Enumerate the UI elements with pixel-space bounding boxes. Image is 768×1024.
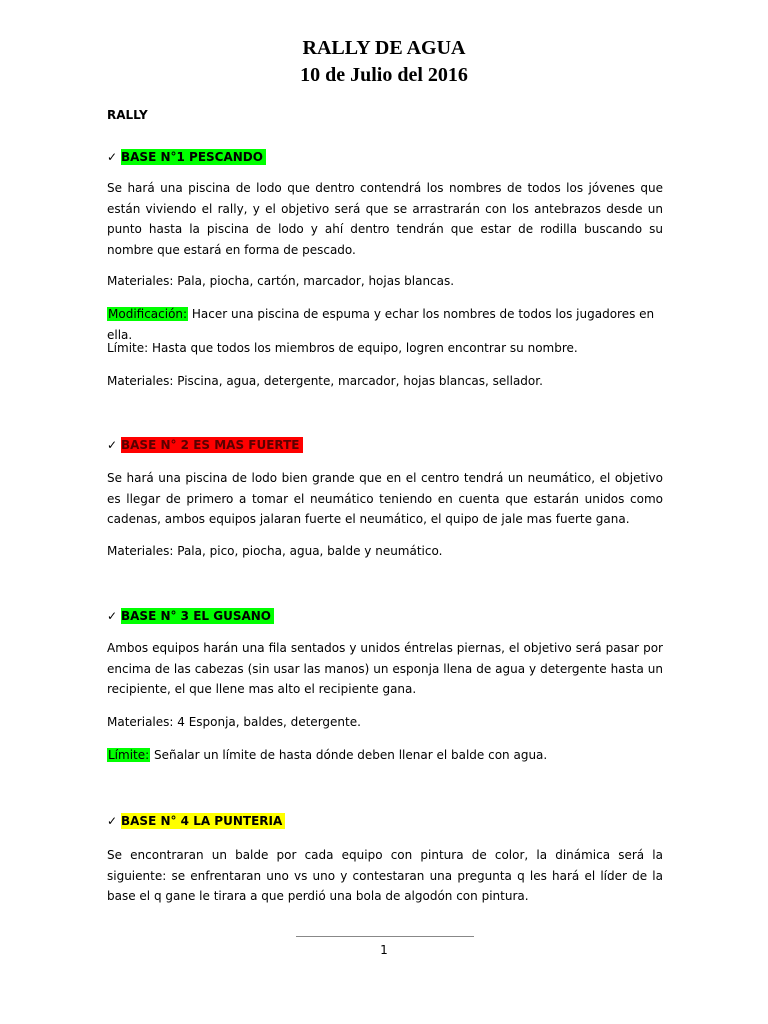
base1-materials [107,271,663,292]
section-label: RALLY [107,108,148,122]
base3-materials [107,712,663,733]
modification-text: Hacer una piscina de espuma y echar los nombres de todos los jugadores en ella. [107,307,655,342]
materials-text: 4 Esponja, baldes, detergente. [173,715,361,729]
base2-materials [107,541,663,562]
base1-limit [107,338,663,359]
page-number: 1 [380,943,388,957]
footer-divider [296,936,474,937]
base2-header [107,436,303,454]
limit-label: Límite: [108,748,150,762]
base1-header [107,148,266,166]
materials-text: Piscina, agua, detergente, marcador, hojas blancas, sellador. [173,374,543,388]
base1-description: Se hará una piscina de lodo que dentro contendrá los nombres de todos los jóvenes que están viviendo el rally, y el objetivo será que se arrastrarán con los antebrazos desde un punto hasta la piscina de lodo y ahí dentro tendrán que estar de rodilla buscando su nombre que estará en forma de pescado. [107,181,663,257]
base4-header [107,812,285,830]
limit-label: Límite: [107,341,149,355]
materials-label: Materiales: [107,544,174,558]
limit-text: Hasta que todos los miembros de equipo, logren encontrar su nombre. [148,341,578,355]
base4-title: BASE N° 4 LA PUNTERIA [121,813,285,829]
limit-text: Señalar un límite de hasta dónde deben llenar el balde con agua. [150,748,548,762]
base1-title: BASE N°1 PESCANDO [121,149,266,165]
checkmark-icon: ✓ [107,438,118,452]
base2-description: Se hará una piscina de lodo bien grande que en el centro tendrá un neumático, el objetivo es llegar de primero a tomar el neumático teniendo en cuenta que estarán unidos como cadenas, ambos equipos jalaran fuerte el neumático, el quipo de jale mas fuerte gana. [107,471,663,526]
modification-label: Modificación: [108,307,188,321]
materials-label: Materiales: [107,274,174,288]
materials-label: Materiales: [107,374,174,388]
document-title: RALLY DE AGUA [302,37,466,59]
checkmark-icon: ✓ [107,609,118,623]
materials-label: Materiales: [107,715,174,729]
base3-header [107,607,274,625]
materials-text: Pala, pico, piocha, agua, balde y neumático. [173,544,443,558]
checkmark-icon: ✓ [107,150,118,164]
base3-title: BASE N° 3 EL GUSANO [121,608,274,624]
base3-description: Ambos equipos harán una fila sentados y unidos éntrelas piernas, el objetivo será pasar por encima de las cabezas (sin usar las manos) un esponja llena de agua y detergente hasta un recipiente, el que llene mas alto el recipiente gana. [107,641,663,696]
checkmark-icon: ✓ [107,814,118,828]
document-date: 10 de Julio del 2016 [300,64,468,86]
base2-title: BASE N° 2 ES MAS FUERTE [121,437,303,453]
base1-materials-2 [107,371,663,392]
base3-limit [107,745,663,766]
base4-description: Se encontraran un balde por cada equipo con pintura de color, la dinámica será la siguiente: se enfrentaran uno vs uno y contestaran una pregunta q les hará el líder de la base el q gane le tirara a que perdió una bola de algodón con pintura. [107,848,663,903]
materials-text: Pala, piocha, cartón, marcador, hojas blancas. [173,274,455,288]
